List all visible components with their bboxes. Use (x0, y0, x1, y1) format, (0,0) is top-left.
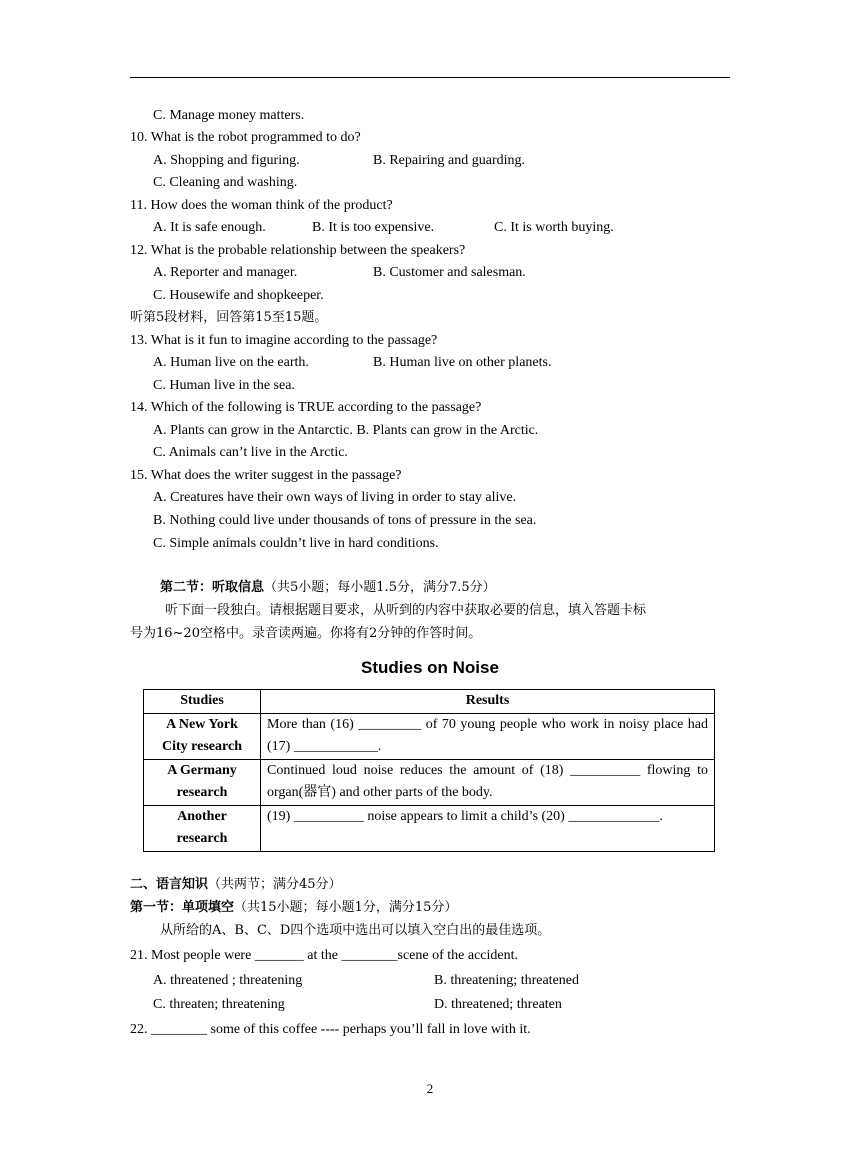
q13-option-b: B. Human live on other planets. (373, 355, 552, 370)
table-row (144, 713, 715, 759)
noise-studies-table (143, 689, 715, 852)
result-cell: More than (16) _________ of 70 young people who work in noisy place had (17) ____________. (261, 713, 715, 759)
table-title: Studies on Noise (361, 658, 499, 677)
study-cell (144, 759, 261, 805)
study-cell (144, 713, 261, 759)
part2-section1-bold: 第一节：单项填空 (130, 900, 235, 915)
q9-option-c: C. Manage money matters. (153, 108, 305, 123)
part2-section1-heading (130, 898, 457, 918)
result-cell: (19) __________ noise appears to limit a child’s (20) _____________. (261, 805, 715, 851)
q11-option-a: A. It is safe enough. (153, 220, 266, 235)
question-21: 21. Most people were _______ at the ________scene of the accident. (130, 948, 519, 963)
q12-option-c: C. Housewife and shopkeeper. (153, 288, 324, 303)
q12-option-a: A. Reporter and manager. (153, 265, 298, 280)
header-rule (130, 77, 730, 78)
part2-heading-rest: （共两节；满分45分） (208, 877, 342, 892)
q11-option-b: B. It is too expensive. (312, 220, 435, 235)
result-cell: Continued loud noise reduces the amount of (18) __________ flowing to organ(器官) and other parts of the body. (261, 759, 715, 805)
study-line-1: A New York (166, 716, 238, 732)
table-row (144, 805, 715, 851)
q13-option-a: A. Human live on the earth. (153, 355, 309, 370)
q10-option-a: A. Shopping and figuring. (153, 153, 300, 168)
header-studies: Studies (144, 690, 261, 714)
section2-instruction-1: 听下面一段独白。请根据题目要求，从听到的内容中获取必要的信息，填入答题卡标 (165, 603, 647, 618)
section2-heading-bold: 第二节：听取信息 (160, 580, 265, 595)
q14-options-ab: A. Plants can grow in the Antarctic. B. Plants can grow in the Arctic. (153, 423, 539, 438)
q12-option-b: B. Customer and salesman. (373, 265, 526, 280)
study-cell (144, 805, 261, 851)
q10-option-b: B. Repairing and guarding. (373, 153, 526, 168)
question-10: 10. What is the robot programmed to do? (130, 130, 361, 145)
table-header-row (144, 690, 715, 714)
section2-instruction-2: 号为16~20空格中。录音读两遍。你将有2分钟的作答时间。 (130, 626, 482, 641)
table-row (144, 759, 715, 805)
study-line-1: A Germany (167, 762, 237, 778)
question-15: 15. What does the writer suggest in the passage? (130, 468, 402, 483)
section2-heading (160, 578, 496, 598)
question-11: 11. How does the woman think of the product? (130, 198, 393, 213)
q21-option-c: C. threaten; threatening (153, 997, 285, 1012)
section2-heading-rest: （共5小题；每小题1.5分，满分7.5分） (264, 580, 496, 595)
question-12: 12. What is the probable relationship between the speakers? (130, 243, 466, 258)
study-line-2: research (176, 831, 228, 846)
q11-option-c: C. It is worth buying. (494, 220, 614, 235)
q15-option-a: A. Creatures have their own ways of living in order to stay alive. (153, 490, 517, 505)
part2-heading (130, 875, 342, 895)
q14-option-c: C. Animals can’t live in the Arctic. (153, 445, 348, 460)
part2-instruction: 从所给的A、B、C、D四个选项中选出可以填入空白出的最佳选项。 (160, 923, 551, 938)
q21-option-d: D. threatened; threaten (434, 997, 562, 1012)
passage5-instruction: 听第5段材料，回答第15至15题。 (130, 310, 328, 325)
study-line-2: City research (162, 739, 242, 754)
q15-option-b: B. Nothing could live under thousands of tons of pressure in the sea. (153, 513, 537, 528)
header-results: Results (261, 690, 715, 714)
question-14: 14. Which of the following is TRUE according to the passage? (130, 400, 482, 415)
study-line-2: research (176, 785, 228, 800)
q15-option-c: C. Simple animals couldn’t live in hard conditions. (153, 536, 439, 551)
part2-section1-rest: （共15小题；每小题1分，满分15分） (234, 900, 458, 915)
page-number: 2 (426, 1081, 434, 1096)
question-13: 13. What is it fun to imagine according to the passage? (130, 333, 438, 348)
part2-heading-bold: 二、语言知识 (130, 877, 209, 892)
q21-option-b: B. threatening; threatened (434, 973, 579, 988)
q10-option-c: C. Cleaning and washing. (153, 175, 298, 190)
question-22: 22. ________ some of this coffee ---- perhaps you’ll fall in love with it. (130, 1022, 531, 1037)
q13-option-c: C. Human live in the sea. (153, 378, 295, 393)
study-line-1: Another (177, 808, 227, 824)
q21-option-a: A. threatened ; threatening (153, 973, 303, 988)
